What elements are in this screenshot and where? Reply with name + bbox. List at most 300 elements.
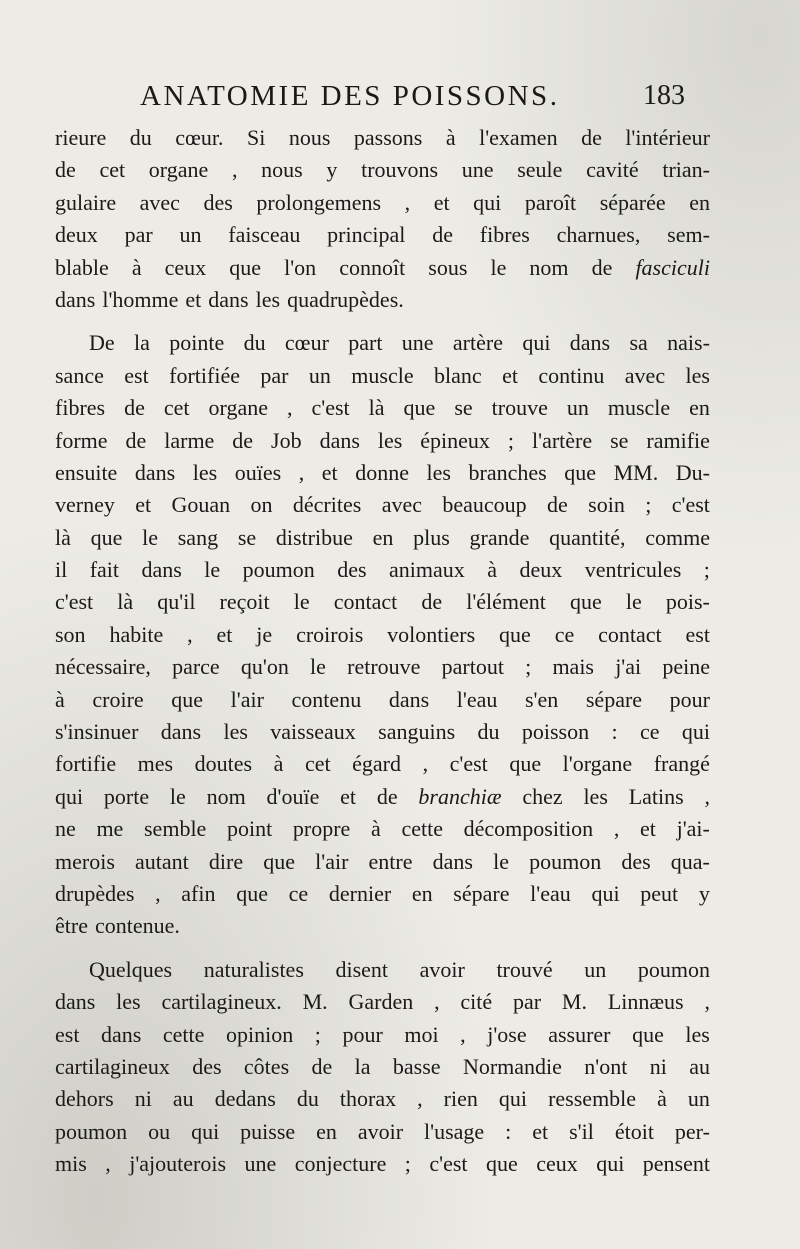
word: forme [55, 427, 108, 453]
word: cette [162, 1021, 205, 1047]
word: plus [413, 524, 450, 550]
word: ce [554, 621, 575, 647]
word: y [698, 880, 710, 906]
word: l'eau [530, 880, 571, 906]
word: le [142, 524, 159, 550]
word: Quelques [89, 956, 173, 982]
word: pour [342, 1021, 383, 1047]
word: dans [101, 1021, 142, 1047]
word: Linnæus [607, 989, 684, 1015]
word: une [401, 330, 434, 356]
text-line [55, 252, 710, 284]
word: à [273, 751, 284, 777]
text-line [55, 748, 710, 780]
word: au [172, 1086, 194, 1112]
word: cartilagineux. [161, 989, 282, 1015]
word: que [570, 589, 602, 615]
word: l'air [230, 686, 264, 712]
word: qui [498, 1086, 528, 1112]
word: nom [529, 254, 569, 280]
word: qui [591, 880, 620, 906]
word: et [321, 459, 338, 485]
word: la [134, 330, 150, 356]
word: ouïes [234, 459, 282, 485]
text-line [55, 187, 710, 219]
text-line [55, 813, 710, 845]
word: qui [596, 1151, 625, 1177]
word: distribue [275, 524, 353, 550]
word: les [685, 362, 710, 388]
word: sépare [585, 686, 643, 712]
word: en [411, 880, 433, 906]
word: décrites [292, 492, 362, 518]
word: c'est [671, 492, 710, 518]
word: c'est [311, 395, 350, 421]
word: , [105, 1151, 111, 1177]
text-line [55, 154, 710, 186]
word: per- [674, 1118, 710, 1144]
word: retrouve [347, 654, 421, 680]
word: cet [304, 751, 331, 777]
page-number: 183 [643, 80, 685, 111]
word: et [185, 286, 202, 312]
word: vaisseaux [270, 719, 356, 745]
word: dans [141, 557, 182, 583]
word: qui [522, 330, 551, 356]
word: nais- [667, 330, 710, 356]
word: Latins [628, 783, 684, 809]
word: fibres [479, 222, 530, 248]
word: pensent [642, 1151, 710, 1177]
word: mis [55, 1151, 87, 1177]
word: ensuite [55, 459, 118, 485]
text-line [55, 846, 710, 878]
word: du [477, 719, 500, 745]
word: dans [388, 686, 430, 712]
word: à [55, 686, 65, 712]
word: deux [55, 222, 98, 248]
word: de [232, 427, 254, 453]
word: MM. [613, 459, 659, 485]
word: d'ouïe [266, 783, 320, 809]
word: trouvons [361, 157, 439, 183]
word: gulaire [55, 189, 117, 215]
body-text [55, 122, 710, 1181]
text-line [55, 716, 710, 748]
text-line [55, 457, 710, 489]
word: trian- [662, 157, 710, 183]
italic-word: branchiæ [418, 783, 502, 809]
word: l'usage [424, 1118, 485, 1144]
word: les [223, 719, 248, 745]
word: fortifiée [169, 362, 240, 388]
word: dehors [55, 1086, 114, 1112]
word: dans [569, 330, 611, 356]
word: habite [109, 621, 164, 647]
word: Normandie [462, 1053, 562, 1079]
word: prolongemens [256, 189, 382, 215]
word: le [625, 589, 642, 615]
word: dans [208, 286, 249, 312]
word: artère [452, 330, 503, 356]
word: quadrupèdes. [287, 286, 404, 312]
word: de [421, 589, 443, 615]
word: connoît [339, 254, 406, 280]
word: que [509, 751, 542, 777]
word: contenu [291, 686, 362, 712]
word: sanguins [378, 719, 456, 745]
word: c'est [449, 751, 488, 777]
word: Garden [348, 989, 414, 1015]
word: M. [302, 989, 328, 1015]
word: et [532, 1118, 549, 1144]
word: que [90, 524, 123, 550]
word: ressemble [548, 1086, 637, 1112]
word: ; [314, 1021, 321, 1047]
word: dans [160, 719, 202, 745]
text-line [55, 1148, 710, 1180]
word: organe [208, 395, 268, 421]
word: merois [55, 848, 115, 874]
word: Du- [675, 459, 710, 485]
word: qu'on [240, 654, 289, 680]
word: poisson [521, 719, 590, 745]
word: l'artère [532, 427, 593, 453]
word: se [610, 427, 629, 453]
word: de [376, 783, 398, 809]
word: j'ose [487, 1021, 527, 1047]
word: croirois [296, 621, 364, 647]
word: l'eau [456, 686, 498, 712]
word: que [403, 395, 436, 421]
word: part [348, 330, 383, 356]
word: ou [148, 1118, 171, 1144]
word: l'examen [479, 125, 558, 150]
word: charnues, [556, 222, 641, 248]
word: chez [522, 783, 563, 809]
word: blable [55, 254, 109, 280]
word: , [155, 880, 161, 906]
word: avec [139, 189, 180, 215]
word: qui [473, 189, 502, 215]
word: rieure [55, 125, 107, 150]
word: j'ai [615, 654, 642, 680]
text-line [55, 489, 710, 521]
word: peine [662, 654, 710, 680]
word: cœur [284, 330, 329, 356]
word: des [203, 189, 233, 215]
text-line [55, 392, 710, 424]
word: trouve [491, 395, 548, 421]
word: passons [353, 125, 423, 150]
word: avoir [419, 956, 465, 982]
word: contact [598, 621, 662, 647]
word: s'il [569, 1118, 594, 1144]
word: de [432, 222, 453, 248]
word: croire [92, 686, 144, 712]
word: poumon [55, 1118, 128, 1144]
word: puisse [240, 1118, 296, 1144]
word: ce [639, 719, 660, 745]
word: c'est [429, 1151, 468, 1177]
word: dans [319, 427, 360, 453]
word: pointe [169, 330, 225, 356]
word: et [433, 189, 450, 215]
word: du [296, 1086, 319, 1112]
word: un [687, 1086, 710, 1112]
text-line [55, 651, 710, 683]
word: dernier [328, 880, 392, 906]
text-line [55, 360, 710, 392]
word: les [192, 459, 218, 485]
word: cette [401, 816, 443, 842]
word: que [564, 459, 597, 485]
word: rien [443, 1086, 478, 1112]
word: De [89, 330, 115, 356]
word: et [216, 621, 233, 647]
word: être [55, 913, 88, 939]
word: un [584, 956, 607, 982]
word: j'ai- [676, 816, 710, 842]
word: , [704, 989, 710, 1015]
word: thorax [339, 1086, 397, 1112]
word: sous [428, 254, 468, 280]
text-line [55, 554, 710, 586]
text-line [55, 1083, 710, 1115]
word: ; [525, 654, 532, 680]
word: assurer [548, 1021, 611, 1047]
word: branches [468, 459, 547, 485]
word: comme [645, 524, 710, 550]
word: et [340, 783, 357, 809]
word: la [354, 1053, 371, 1079]
word: que [499, 621, 531, 647]
word: sem- [667, 222, 710, 248]
word: je [256, 621, 273, 647]
word: parce [172, 654, 220, 680]
word: mes [137, 751, 174, 777]
word: , [231, 157, 238, 183]
text-line [55, 327, 710, 359]
word: qua- [670, 848, 710, 874]
word: de [591, 254, 613, 280]
word: des [192, 1053, 222, 1079]
word: est [685, 621, 710, 647]
word: qu'il [157, 589, 196, 615]
word: est [55, 1021, 80, 1047]
word: ventricules [584, 557, 682, 583]
word: qui [681, 719, 710, 745]
word: propre [292, 816, 351, 842]
word: se [454, 395, 473, 421]
word: égard [352, 751, 402, 777]
word: que [229, 254, 262, 280]
word: que [485, 1151, 518, 1177]
word: du [243, 330, 266, 356]
word: les [685, 1021, 710, 1047]
word: sance [55, 362, 104, 388]
italic-word: fasciculi [635, 254, 710, 280]
word: poumon [529, 848, 602, 874]
word: , [187, 621, 193, 647]
word: soin [588, 492, 625, 518]
word: disent [335, 956, 389, 982]
word: , [417, 1086, 423, 1112]
word: là [368, 395, 385, 421]
word: nécessaire, [55, 654, 151, 680]
word: là [55, 524, 71, 550]
word: ne [55, 816, 76, 842]
word: ni [134, 1086, 152, 1112]
word: muscle [607, 395, 671, 421]
word: Job [271, 427, 302, 453]
word: qui [55, 783, 84, 809]
word: de [547, 492, 568, 518]
word: deux [519, 557, 563, 583]
word: contact [333, 589, 398, 615]
word: : [611, 719, 618, 745]
word: reçoit [219, 589, 270, 615]
word: peut [640, 880, 679, 906]
word: par [513, 989, 542, 1015]
word: dans [134, 459, 176, 485]
word: avec [624, 362, 666, 388]
word: les [583, 783, 608, 809]
word: des [621, 848, 651, 874]
word: drupèdes [55, 880, 135, 906]
word: ceux [164, 254, 207, 280]
word: porte [103, 783, 150, 809]
word: et [640, 816, 656, 842]
word: Si [247, 125, 266, 150]
word: , [298, 459, 305, 485]
text-line [55, 122, 710, 154]
word: blanc [434, 362, 482, 388]
word: une [244, 1151, 277, 1177]
word: afin [181, 880, 216, 906]
text-line [55, 522, 710, 554]
word: séparée [599, 189, 666, 215]
word: en [372, 524, 394, 550]
word: qui [191, 1118, 220, 1144]
word: organe [148, 157, 209, 183]
word: se [237, 524, 257, 550]
word: doutes [194, 751, 253, 777]
word: cœur. [175, 125, 224, 150]
word: en [316, 1118, 337, 1144]
word: donne [355, 459, 409, 485]
word: dans [432, 848, 473, 874]
word: y [326, 157, 338, 183]
word: contenue. [94, 913, 180, 939]
word: ; [703, 557, 710, 583]
word: mais [552, 654, 594, 680]
word: à [487, 557, 498, 583]
word: des [337, 557, 367, 583]
word: nous [261, 157, 303, 183]
word: cartilagineux [55, 1053, 170, 1079]
word: l'homme [102, 286, 179, 312]
word: , [704, 783, 710, 809]
word: de [124, 395, 145, 421]
word: de [581, 125, 602, 150]
word: il [55, 557, 68, 583]
page-header [140, 80, 685, 120]
word: pois- [665, 589, 710, 615]
running-title: ANATOMIE DES POISSONS. [140, 80, 560, 112]
word: volontiers [387, 621, 476, 647]
word: étoit [614, 1118, 654, 1144]
word: sa [629, 330, 648, 356]
word: à [371, 816, 381, 842]
word: animaux [389, 557, 465, 583]
word: , [613, 816, 620, 842]
word: verney [55, 492, 115, 518]
word: autant [135, 848, 189, 874]
word: ce [288, 880, 309, 906]
word: pour [669, 686, 710, 712]
word: le [310, 654, 326, 680]
word: trouvé [496, 956, 553, 982]
word: en [689, 395, 710, 421]
text-line [55, 954, 710, 986]
word: les [255, 286, 281, 312]
word: en [689, 189, 710, 215]
text-line [55, 878, 710, 910]
word: beaucoup [442, 492, 527, 518]
word: nom [206, 783, 246, 809]
word: faisceau [228, 222, 301, 248]
word: principal [327, 222, 406, 248]
word: du [129, 125, 152, 150]
word: de [125, 427, 147, 453]
word: côtes [243, 1053, 290, 1079]
word: que [171, 686, 204, 712]
word: là [117, 589, 134, 615]
word: nous [288, 125, 331, 150]
word: fait [89, 557, 120, 583]
word: j'ajouterois [129, 1151, 227, 1177]
word: dedans [214, 1086, 276, 1112]
word: : [505, 1118, 512, 1144]
word: , [422, 751, 429, 777]
text-line [55, 1051, 710, 1083]
word: larme [164, 427, 215, 453]
word: de [55, 157, 76, 183]
text-line [55, 586, 710, 618]
word: naturalistes [203, 956, 304, 982]
word: ; [645, 492, 652, 518]
text-line [55, 284, 710, 316]
word: les [116, 989, 141, 1015]
word: avec [381, 492, 422, 518]
word: basse [392, 1053, 441, 1079]
word: que [236, 880, 268, 906]
word: ; [507, 427, 515, 453]
word: seule [517, 157, 563, 183]
word: cité [460, 989, 493, 1015]
word: est [124, 362, 149, 388]
word: par [260, 362, 289, 388]
word: grande [469, 524, 530, 550]
word: on [250, 492, 273, 518]
word: son [55, 621, 86, 647]
word: le [293, 589, 310, 615]
word: de [311, 1053, 333, 1079]
word: à [657, 1086, 667, 1112]
word: M. [561, 989, 587, 1015]
word: ni [649, 1053, 667, 1079]
